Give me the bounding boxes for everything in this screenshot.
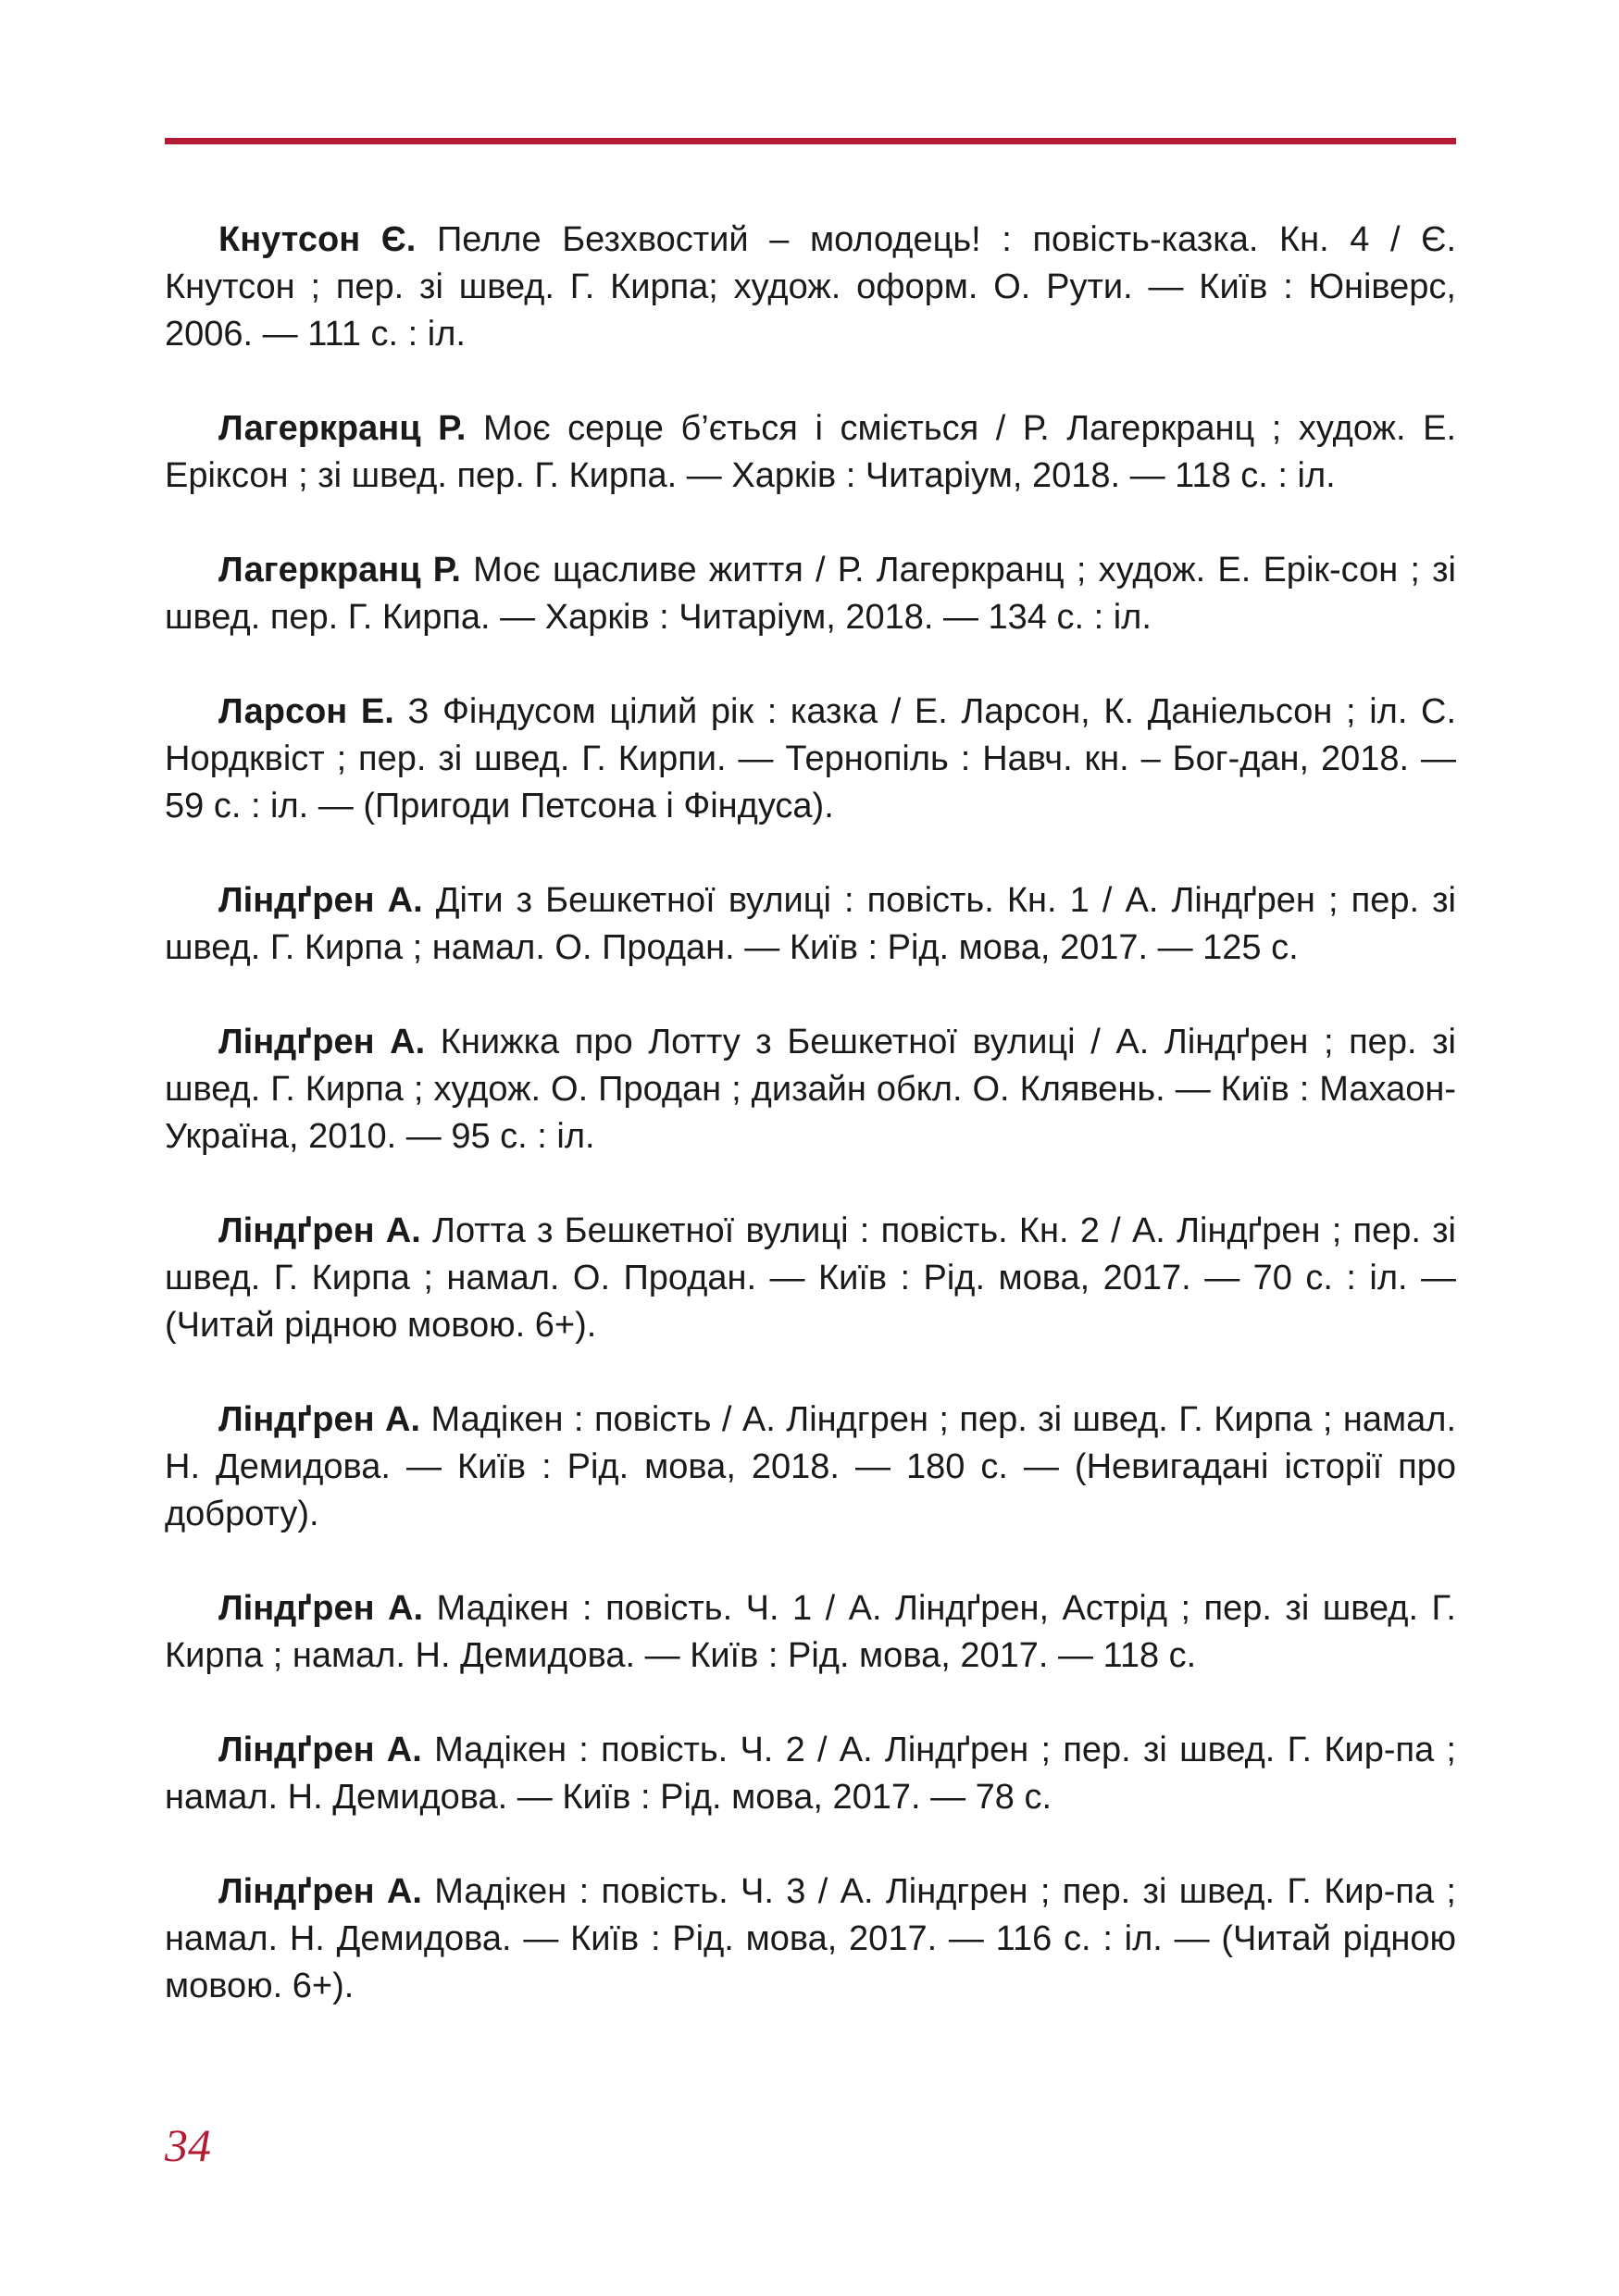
page-number: 34: [165, 2119, 211, 2171]
bibliography-entry: [165, 1868, 1456, 2010]
bibliography-entry: [165, 547, 1456, 641]
entry-description: Мадікен : повість. Ч. 1 / А. Ліндґрен, Астрід ; пер. зі швед. Г. Кирпа ; намал. Н. Демидова. — Київ : Рід. мова, 2017. — 118 с.: [165, 1589, 1456, 1675]
entry-author: Лагеркранц Р.: [218, 551, 461, 590]
entry-description: З Фіндусом цілий рік : казка / Е. Ларсон, К. Даніельсон ; іл. С. Нордквіст ; пер. зі швед. Г. Кирпи. — Тернопіль : Навч. кн. – Бог-дан, 2018. — 59 с. : іл. — (Пригоди Петсона і Фіндуса).: [165, 692, 1457, 825]
entry-description: Мадікен : повість. Ч. 2 / А. Ліндґрен ; пер. зі швед. Г. Кир-па ; намал. Н. Демидова. — Київ : Рід. мова, 2017. — 78 с.: [165, 1731, 1456, 1817]
bibliography-entry: [165, 1585, 1456, 1680]
bibliography-entry: [165, 217, 1456, 358]
entry-author: Кнутсон Є.: [218, 220, 417, 259]
entry-description: Лотта з Бешкетної вулиці : повість. Кн. 2 / А. Ліндґрен ; пер. зі швед. Г. Кирпа ; намал. О. Продан. — Київ : Рід. мова, 2017. — 70 с. : іл. — (Читай рідною мовою. 6+).: [165, 1211, 1456, 1345]
bibliography-entry: [165, 877, 1456, 972]
entry-description: Пелле Безхвостий – молодець! : повість-казка. Кн. 4 / Є. Кнутсон ; пер. зі швед. Г. Кирпа; худож. оформ. О. Рути. — Київ : Юніверс, 2006. — 111 с. : іл.: [165, 220, 1456, 354]
bibliography-entry: [165, 689, 1456, 830]
bibliography-entry: [165, 1019, 1456, 1160]
bibliography-entry: [165, 1727, 1456, 1821]
entry-author: Ліндґрен А.: [218, 1400, 421, 1439]
entry-author: Ліндґрен А.: [218, 881, 423, 920]
top-divider: [165, 138, 1456, 144]
bibliography-entry: [165, 405, 1456, 500]
entry-description: Мадікен : повість / А. Ліндгрен ; пер. зі швед. Г. Кирпа ; намал. Н. Демидова. — Київ : Рід. мова, 2018. — 180 с. — (Невигадані історії про доброту).: [165, 1400, 1456, 1533]
entry-author: Ліндґрен А.: [218, 1023, 426, 1061]
entry-author: Ліндґрен А.: [218, 1211, 421, 1250]
bibliography-entry: [165, 1396, 1456, 1538]
bibliography-list: [165, 217, 1456, 2057]
entry-author: Ліндґрен А.: [218, 1731, 422, 1769]
entry-author: Ліндґрен А.: [218, 1872, 422, 1911]
entry-description: Діти з Бешкетної вулиці : повість. Кн. 1 / А. Ліндґрен ; пер. зі швед. Г. Кирпа ; намал. О. Продан. — Київ : Рід. мова, 2017. — 125 с.: [165, 881, 1456, 967]
entry-description: Моє серце б’ється і сміється / Р. Лагеркранц ; худож. Е. Еріксон ; зі швед. пер. Г. Кирпа. — Харків : Читаріум, 2018. — 118 с. : іл.: [165, 409, 1457, 495]
entry-description: Моє щасливе життя / Р. Лагеркранц ; худож. Е. Ерік-сон ; зі швед. пер. Г. Кирпа. — Харків : Читаріум, 2018. — 134 с. : іл.: [165, 551, 1456, 637]
bibliography-entry: [165, 1208, 1456, 1349]
entry-author: Ліндґрен А.: [218, 1589, 424, 1628]
entry-author: Ларсон Е.: [218, 692, 394, 731]
entry-description: Книжка про Лотту з Бешкетної вулиці / А. Ліндґрен ; пер. зі швед. Г. Кирпа ; худож. О. Продан ; дизайн обкл. О. Клявень. — Київ : Махаон-Україна, 2010. — 95 с. : іл.: [165, 1023, 1456, 1156]
entry-description: Мадікен : повість. Ч. 3 / А. Ліндгрен ; пер. зі швед. Г. Кир-па ; намал. Н. Демидова. — Київ : Рід. мова, 2017. — 116 с. : іл. — (Читай рідною мовою. 6+).: [165, 1872, 1456, 2005]
entry-author: Лагеркранц Р.: [218, 409, 467, 448]
